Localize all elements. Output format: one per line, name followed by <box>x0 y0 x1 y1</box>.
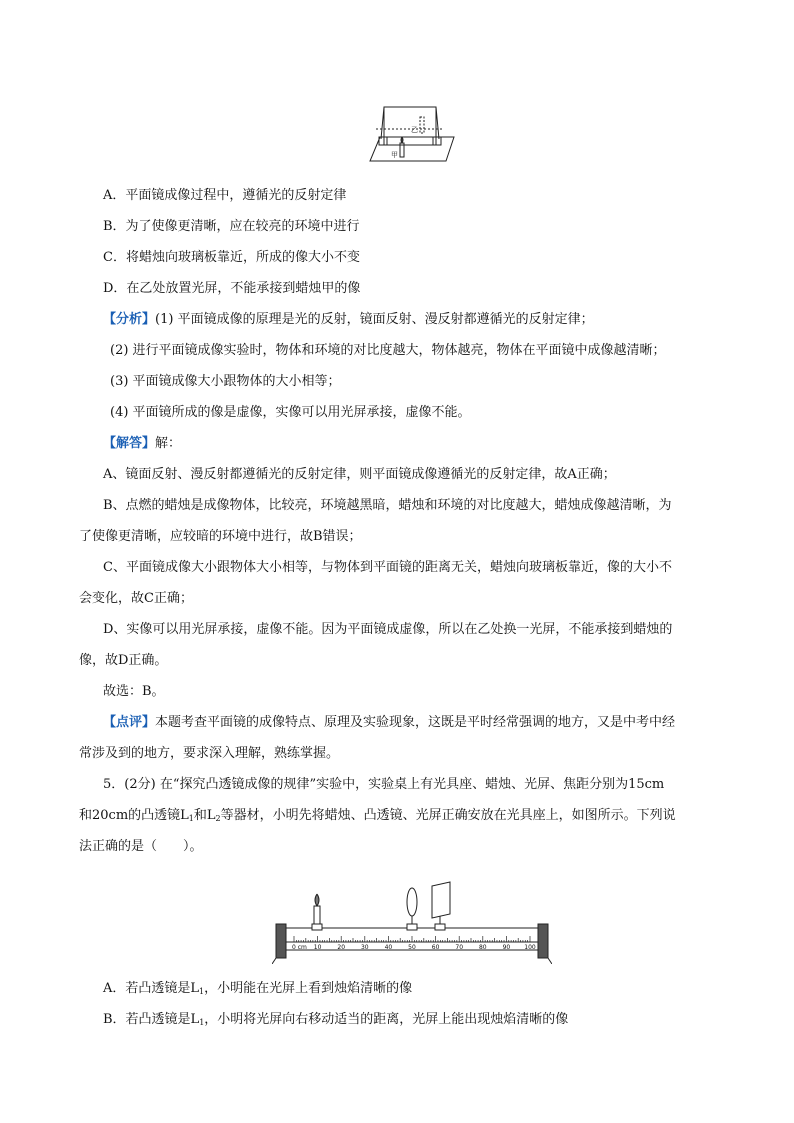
q4-option-a: A．平面镜成像过程中，遵循光的反射定律 <box>103 188 347 203</box>
analysis-tag: 【分析】 <box>103 312 156 327</box>
q4-option-b: B．为了使像更清晰，应在较亮的环境中进行 <box>103 219 360 234</box>
ruler-tick-label: 10 <box>313 944 322 951</box>
candle <box>314 906 320 926</box>
ruler-tick-label: 50 <box>408 944 416 951</box>
label-yi: 乙 <box>411 126 418 134</box>
ruler-tick-label: 0 cm <box>292 944 307 951</box>
answer-line-b1: B、点燃的蜡烛是成像物体，比较亮，环境越黑暗，蜡烛和环境的对比度越大，蜡烛成像越清晰，为 <box>103 498 672 513</box>
ruler-tick-label: 100 <box>524 944 536 951</box>
q4-option-c: C．将蜡烛向玻璃板靠近，所成的像大小不变 <box>103 250 360 265</box>
answer-line-a: A、镜面反射、漫反射都遵循光的反射定律，则平面镜成像遵循光的反射定律，故A正确； <box>103 467 616 482</box>
label-jia: 甲 <box>391 151 398 159</box>
ruler-tick-label: 80 <box>478 944 487 951</box>
ruler-tick-label: 60 <box>431 944 440 951</box>
answer-tag: 【解答】 <box>103 436 156 451</box>
answer-header: 【解答】解： <box>103 436 182 451</box>
answer-line-d2: 像，故D正确。 <box>79 653 168 668</box>
answer-line-d1: D、实像可以用光屏承接，虚像不能。因为平面镜成虚像，所以在乙处换一光屏，不能承接到蜡烛的 <box>103 622 673 637</box>
answer-line-c1: C、平面镜成像大小跟物体大小相等，与物体到平面镜的距离无关，蜡烛向玻璃板靠近，像的大小不 <box>103 560 672 575</box>
candle-flame <box>315 894 319 906</box>
q5-stem-line-1: 5．(2分) 在“探究凸透镜成像的规律”实验中，实验桌上有光具座、蜡烛、光屏、焦距分别为15cm <box>103 777 665 792</box>
plane-mirror-figure <box>366 103 458 171</box>
comment-line-1: 【点评】本题考查平面镜的成像特点、原理及实验现象，这既是平时经常强调的地方，又是中考中经 <box>103 715 676 730</box>
comment-tag: 【点评】 <box>103 715 156 730</box>
analysis-line-4: (4) 平面镜所成的像是虚像，实像可以用光屏承接，虚像不能。 <box>110 405 471 420</box>
convex-lens <box>407 888 417 916</box>
ruler-tick-label: 90 <box>502 944 511 951</box>
q4-option-d: D．在乙处放置光屏，不能承接到蜡烛甲的像 <box>103 281 361 296</box>
glass-plate <box>384 107 436 145</box>
analysis-line-3: (3) 平面镜成像大小跟物体的大小相等； <box>110 374 341 389</box>
comment-line-2: 常涉及到的地方，要求深入理解，熟练掌握。 <box>79 746 340 761</box>
ruler-tick-label: 20 <box>337 944 346 951</box>
analysis-line-1: 【分析】(1) 平面镜成像的原理是光的反射，镜面反射、漫反射都遵循光的反射定律； <box>103 312 594 327</box>
ruler-tick-label: 30 <box>360 944 369 951</box>
candle-image-yi <box>420 117 424 133</box>
answer-line-b2: 了使像更清晰，应较暗的环境中进行，故B错误； <box>79 529 362 544</box>
ruler-tick-label: 40 <box>384 944 393 951</box>
q5-option-b: B．若凸透镜是$L_1$，小明将光屏向右移动适当的距离，光屏上能出现烛焰清晰的像 <box>103 1012 569 1027</box>
q5-option-a: A．若凸透镜是$L_1$，小明能在光屏上看到烛焰清晰的像 <box>103 981 413 996</box>
light-screen <box>432 882 450 918</box>
ruler-tick-label: 70 <box>455 944 464 951</box>
q5-stem-line-3: 法正确的是（ ）。 <box>79 839 203 854</box>
analysis-line-2: (2) 进行平面镜成像实验时，物体和环境的对比度越大，物体越亮，物体在平面镜中成像越清晰； <box>110 343 666 358</box>
optical-bench-figure <box>272 880 552 964</box>
answer-line-c2: 会变化，故C正确； <box>79 591 193 606</box>
answer-choice: 故选：B。 <box>103 684 165 699</box>
q5-stem-line-2: 和20cm的凸透镜$L_1$和$L_2$等器材，小明先将蜡烛、凸透镜、光屏正确安放在光具座上，如图所示。下列说 <box>79 808 676 823</box>
